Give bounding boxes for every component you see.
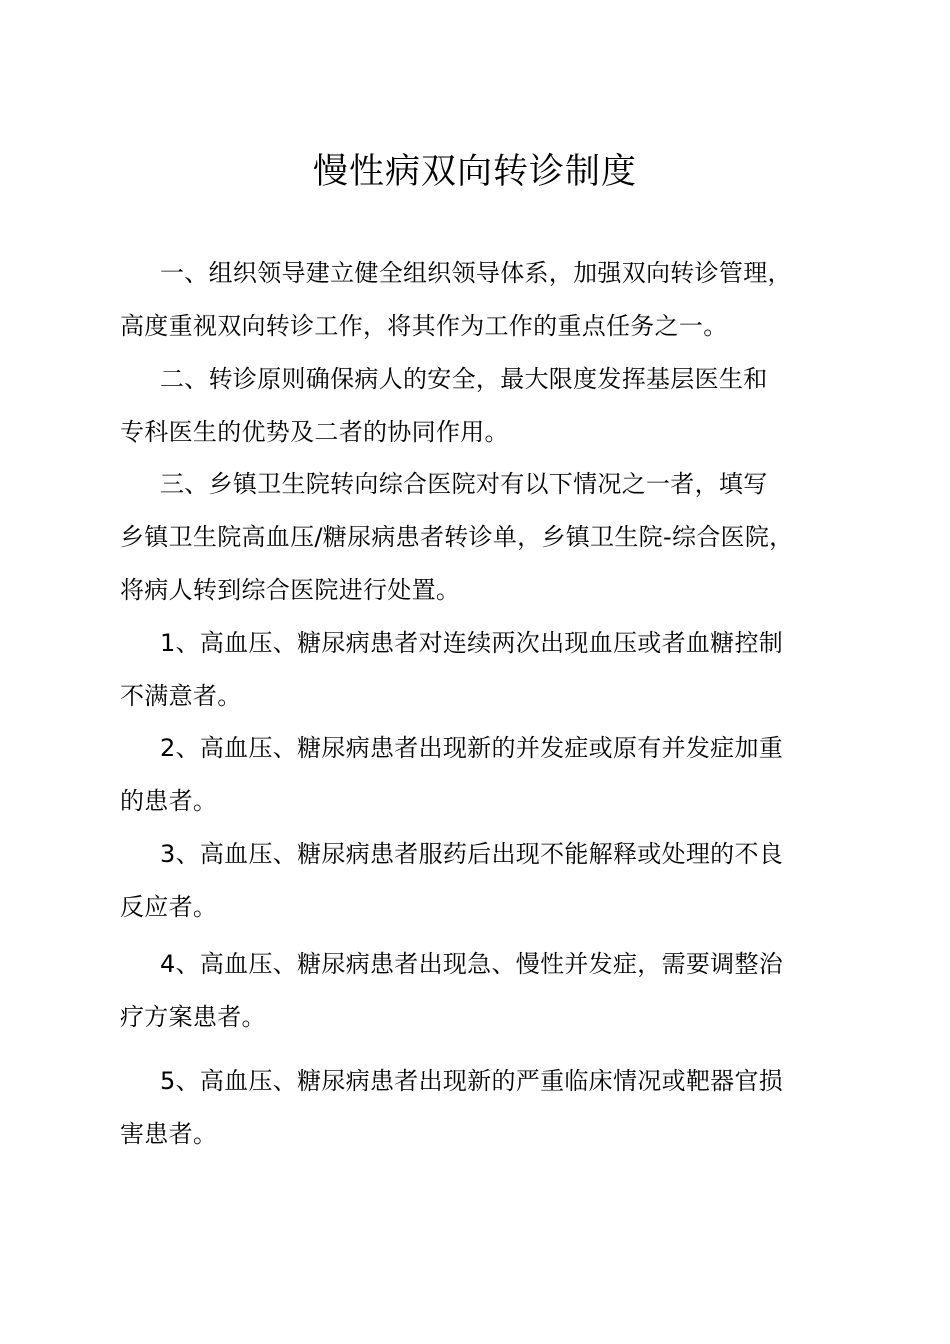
- paragraph-line: 1、高血压、糖尿病患者对连续两次出现血压或者血糖控制: [160, 629, 784, 657]
- paragraph-line: 2、高血压、糖尿病患者出现新的并发症或原有并发症加重: [160, 734, 784, 762]
- paragraph-1: [120, 247, 832, 353]
- list-item-2: [120, 722, 832, 828]
- list-item-4: [120, 938, 832, 1044]
- paragraph-3: [120, 458, 832, 617]
- paragraph-line: 三、乡镇卫生院转向综合医院对有以下情况之一者，填写: [160, 470, 768, 498]
- paragraph-line: 二、转诊原则确保病人的安全，最大限度发挥基层医生和: [160, 365, 768, 393]
- paragraph-line: 4、高血压、糖尿病患者出现急、慢性并发症，需要调整治: [160, 950, 784, 978]
- paragraph-2: [120, 353, 832, 459]
- list-item-3: [120, 828, 832, 934]
- paragraph-line: 的患者。: [120, 787, 218, 815]
- paragraph-line: 将病人转到综合医院进行处置。: [120, 576, 461, 604]
- paragraph-line: 高度重视双向转诊工作，将其作为工作的重点任务之一。: [120, 312, 728, 340]
- list-item-1: [120, 617, 832, 723]
- paragraph-line: 一、组织领导建立健全组织领导体系，加强双向转诊管理，: [160, 259, 792, 287]
- paragraph-line: 疗方案患者。: [120, 1003, 266, 1031]
- paragraph-line: 不满意者。: [120, 682, 242, 710]
- document-title: 慢性病双向转诊制度: [312, 152, 637, 192]
- paragraph-line: 反应者。: [120, 893, 218, 921]
- paragraph-line: 专科医生的优势及二者的协同作用。: [120, 418, 509, 446]
- paragraph-line: 乡镇卫生院高血压/糖尿病患者转诊单，乡镇卫生院-综合医院，: [120, 523, 794, 551]
- paragraph-line: 害患者。: [120, 1120, 218, 1148]
- paragraph-line: 5、高血压、糖尿病患者出现新的严重临床情况或靶器官损: [160, 1067, 784, 1095]
- paragraph-line: 3、高血压、糖尿病患者服药后出现不能解释或处理的不良: [160, 840, 784, 868]
- list-item-5: [120, 1055, 832, 1161]
